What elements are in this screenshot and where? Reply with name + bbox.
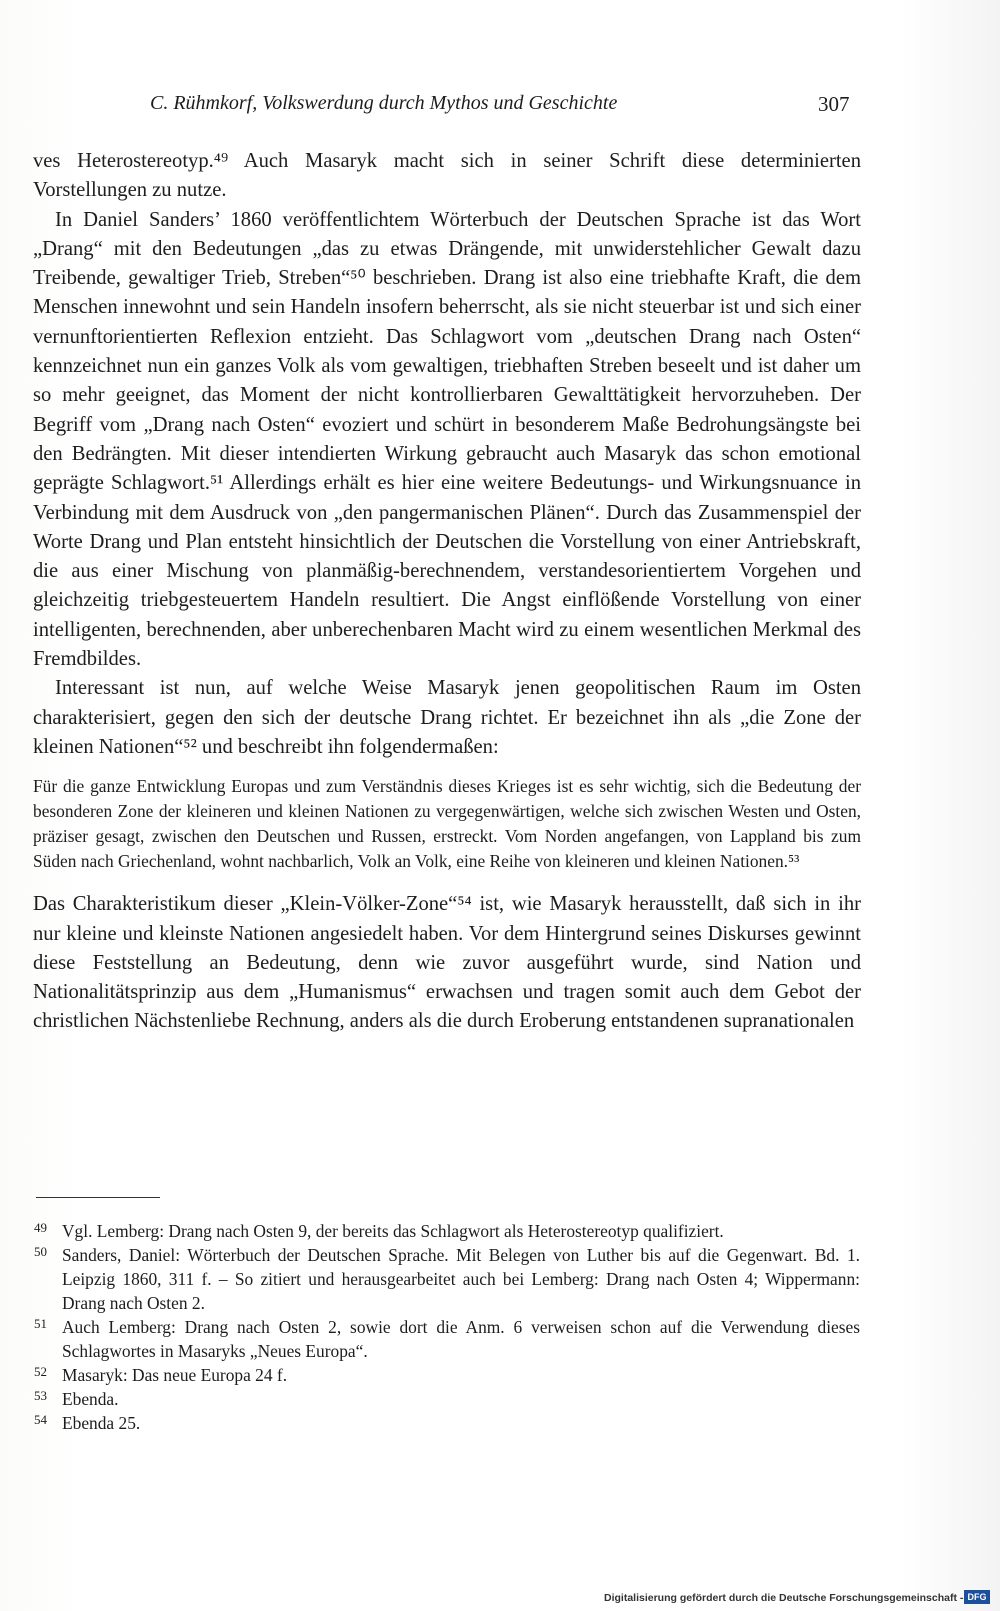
footnote-number: 53 [34,1388,47,1403]
running-title: C. Rühmkorf, Volkswerdung durch Mythos und Geschichte [150,92,618,114]
footnote-52 [34,1363,860,1387]
footnotes [34,1219,860,1435]
paragraph-4: Das Charakteristikum dieser „Klein-Völker-Zone“⁵⁴ ist, wie Masaryk herausstellt, daß sich in ihr nur kleine und kleinste Nationen angesiedelt haben. Vor dem Hintergrund seines Diskurses gewinnt diese Feststellung an Bedeutung, denn wie zuvor ausgeführt wurde, sind Nation und Nationalitätsprinzip aus dem „Humanismus“ erwachsen und tragen somit auch dem Gebot der christlichen Nächstenliebe Rechnung, anders als die durch Eroberung entstandenen supranationalen [33,893,861,1033]
page-number: 307 [818,92,850,116]
footnote-text: Auch Lemberg: Drang nach Osten 2, sowie dort die Anm. 6 verweisen schon auf die Verwendung dieses Schlagwortes in Masaryks „Neues Europa“. [62,1317,860,1361]
footnote-text: Ebenda 25. [62,1413,141,1433]
paragraph-2: In Daniel Sanders’ 1860 veröffentlichtem Wörterbuch der Deutschen Sprache ist das Wort „Drang“ mit den Bedeutungen „das zu etwas Drängende, mit unwiderstehlicher Gewalt dazu Treibende, gewaltiger Trieb, Streben“⁵⁰ beschrieben. Drang ist also eine triebhafte Kraft, die dem Menschen innewohnt und sein Handeln insofern beherrscht, als sie nicht steuerbar ist und sich einer vernunftorientierten Reflexion entzieht. Das Schlagwort vom „deutschen Drang nach Osten“ kennzeichnet nun ein ganzes Volk als vom gewaltigen, triebhaften Streben beseelt und ist daher um so mehr geeignet, das Moment der nicht kontrollierbaren Gewalttätigkeit hervorzuheben. Der Begriff vom „Drang nach Osten“ evoziert und schürt in besonderem Maße Bedrohungsängste bei den Bedrängten. Mit dieser intendierten Wirkung gebraucht auch Masaryk das schon emotional geprägte Schlagwort.⁵¹ Allerdings erhält es hier eine weitere Bedeutungs- und Wirkungsnuance in Verbindung mit dem Ausdruck von „den pangermanischen Plänen“. Durch das Zusammenspiel der Worte Drang und Plan entsteht hinsichtlich der Deutschen die Vorstellung von einer Antriebskraft, die aus einer Mischung von planmäßig-berechnendem, verstandesorientiertem Vorgehen und gleichzeitig triebgesteuertem Handeln resultiert. Die Angst einflößende Vorstellung von einer intelligenten, berechnenden, aber unberechenbaren Macht wird zu einem wesentlichen Merkmal des Fremdbildes. [33,208,861,671]
footnote-54 [34,1411,860,1435]
paragraph-3: Interessant ist nun, auf welche Weise Masaryk jenen geopolitischen Raum im Osten charakterisiert, gegen den sich der deutsche Drang richtet. Er bezeichnet ihn als „die Zone der kleinen Nationen“⁵² und beschreibt ihn folgendermaßen: [33,677,861,758]
footnote-number: 54 [34,1412,47,1427]
footnote-text: Masaryk: Das neue Europa 24 f. [62,1365,288,1385]
block-quote: Für die ganze Entwicklung Europas und zum Verständnis dieses Krieges ist es sehr wichtig, sich die Bedeutung der besonderen Zone der kleineren und kleinen Nationen zu vergegenwärtigen, welche sich zwischen Westen und Osten, präziser gesagt, zwischen den Deutschen und Russen, erstreckt. Vom Norden angefangen, von Lappland bis zum Süden nach Griechenland, wohnt nachbarlich, Volk an Volk, eine Reihe von kleineren und kleinen Nationen.⁵³ [33,776,861,872]
footnote-separator [36,1197,160,1198]
dfg-logo: DFG [964,1590,990,1604]
footnote-number: 51 [34,1316,47,1331]
main-text [33,147,861,1037]
footnote-number: 49 [34,1220,47,1235]
footnote-text: Ebenda. [62,1389,119,1409]
footnote-49 [34,1219,860,1243]
footnote-number: 52 [34,1364,47,1379]
paragraph-1: ves Heterostereotyp.⁴⁹ Auch Masaryk macht sich in seiner Schrift diese determinierten Vorstellungen zu nutze. [33,150,861,202]
footnote-text: Sanders, Daniel: Wörterbuch der Deutschen Sprache. Mit Belegen von Luther bis auf die Gegenwart. Bd. 1. Leipzig 1860, 311 f. – So zitiert und herausgearbeitet auch bei Lemberg: Drang nach Osten 4; Wippermann: Drang nach Osten 2. [62,1245,860,1313]
footnote-text: Vgl. Lemberg: Drang nach Osten 9, der bereits das Schlagwort als Heterostereotyp qualifiziert. [62,1221,724,1241]
footnote-53 [34,1387,860,1411]
footnote-51 [34,1315,860,1363]
footnote-number: 50 [34,1244,47,1259]
footnote-50 [34,1243,860,1315]
digitization-credit: Digitalisierung gefördert durch die Deutsche Forschungsgemeinschaft - [604,1592,964,1604]
